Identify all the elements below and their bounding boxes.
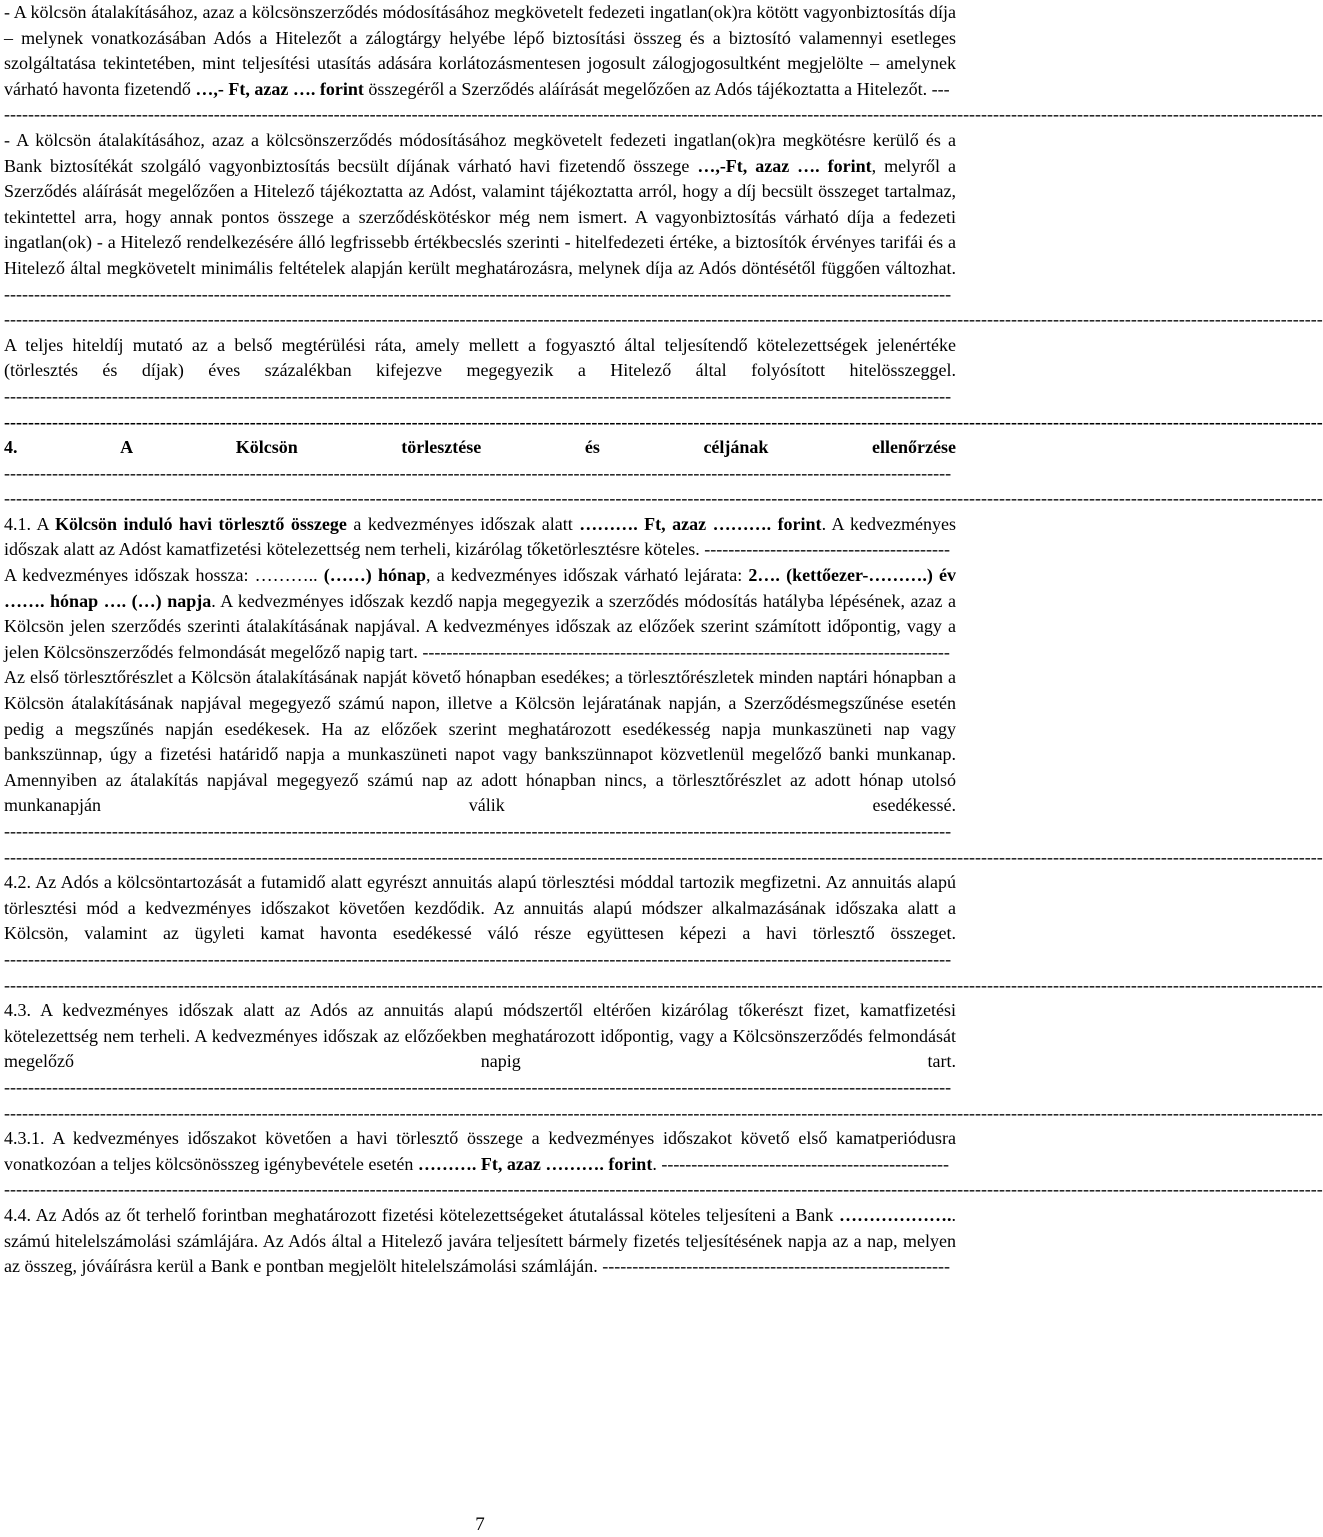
text-run: - A kölcsön átalakításához, azaz a kölcsönszerződés módosításához megkövetelt fedezeti ingatlan(ok)ra kötött vagyonbiztosítás díja – melynek vonatkozásában Adós a Hitelezőt a zálogtárgy helyébe lépő biztosítási összeg és a biztosító valamennyi esetleges szolgáltatása tekintetében, mint teljesítési utasítás adására korlátozásmentesen jogosult zálogjogosultként megjelölte – amelynek várható havonta fizetendő bbox=[4, 2, 956, 99]
paragraph-vagyonbiztositas-becsult-dij bbox=[4, 128, 956, 307]
paragraph-4-3-1 bbox=[4, 1126, 956, 1177]
section-heading-4 bbox=[4, 435, 956, 486]
paragraph-4-2 bbox=[4, 870, 956, 972]
text-run: , a kedvezményes időszak várható lejárata: bbox=[426, 565, 749, 586]
text-run: 4.2. Az Adós a kölcsöntartozását a futamidő alatt egyrészt annuitás alapú törlesztési móddal tartozik megfizetni. Az annuitás alapú törlesztési mód a kedvezményes időszakot követően kezdődik. Az annuitás alapú módszer alkalmazásának időszaka alatt a Kölcsön, valamint az ügyleti kamat havonta esedékessé váló része együttesen képezi a havi törlesztő összeget. bbox=[4, 872, 956, 944]
text-run: . számú hitelelszámolási számlájára. Az Adós által a Hitelező javára teljesített bármely fizetés teljesítésének napja az a nap, melyen az összeg, jóváírásra kerül a Bank e pontban megjelölt hitelelszámolási számláján. bbox=[4, 1204, 956, 1277]
document-page bbox=[4, 0, 1323, 1280]
paragraph-4-3 bbox=[4, 998, 956, 1100]
text-run: 4.1. A bbox=[4, 513, 55, 534]
paragraph-4-1 bbox=[4, 512, 956, 563]
dash-filler: -------------------------------------------------------------------------------------------------------------------------------------------------------------- bbox=[4, 948, 952, 969]
dash-filler: --- bbox=[927, 78, 950, 99]
bold-run: ………………. bbox=[839, 1204, 952, 1225]
dash-line: ---------------------------------------------------------------------------------------------------------------------------------------------------------------------------------------------------------------------------- bbox=[4, 1179, 1323, 1200]
dash-filler: -------------------------------------------------------------------------------------------------------------------------------------------------------------- bbox=[4, 385, 952, 406]
bold-run: (……) hónap bbox=[323, 565, 426, 586]
bold-run: 4. A Kölcsön törlesztése és céljának ellenőrzése bbox=[4, 437, 956, 458]
bold-run: ………. Ft, azaz ………. forint bbox=[417, 1153, 653, 1174]
bold-run: …,- Ft, azaz …. forint bbox=[195, 78, 364, 99]
dash-filler: -------------------------------------------------------------------------------------------------------------------------------------------------------------- bbox=[4, 821, 952, 841]
bold-run: 2…. (kettőezer-……….) év ……. hónap …. (…) napja bbox=[4, 565, 957, 611]
dash-filler: -------------------------------------------------------------------------------------------------------------------------------------------------------------- bbox=[4, 462, 952, 483]
text-run: . A kedvezményes időszak alatt az Adóst kamatfizetési kötelezettség nem terheli, kizárólag tőketörlesztésre köteles. bbox=[4, 513, 956, 560]
dash-filler: ---------------------------------------------------------------------------------------- bbox=[417, 641, 950, 662]
dash-line: ---------------------------------------------------------------------------------------------------------------------------------------------------------------------------------------------------------------------------- bbox=[4, 1102, 1323, 1123]
dash-line: ---------------------------------------------------------------------------------------------------------------------------------------------------------------------------------------------------------------------------- bbox=[4, 104, 1323, 125]
paragraph-teljes-hiteldij-mutato bbox=[4, 333, 956, 410]
paragraph-4-1-esedekesseg bbox=[4, 665, 956, 844]
text-run: Az első törlesztőrészlet a Kölcsön átalakításának napját követő hónapban esedékes; a törlesztőrészletek minden naptári hónapban a Kölcsön átalakításának napjával megegyező számú napon, illetve a Kölcsön lejáratának napján, a Szerződésmegszűnése esetén pedig a megszűnés napján esedékesek. Ha az előzőek szerint meghatározott esedékesség napja munkaszüneti nap vagy bankszünnap, úgy a fizetési határidő napja a munkaszüneti napot vagy bankszünnapot közvetlenül megelőző banki munkanap. Amennyiben az átalakítás napjával megegyező számú nap az adott hónapban nincs, a törlesztőrészlet az adott hónap utolsó munkanapján válik esedékessé. bbox=[4, 667, 956, 816]
paragraph-4-1-kedvezmenyes-idoszak bbox=[4, 563, 956, 665]
bold-run: …,-Ft, azaz …. forint bbox=[697, 155, 872, 176]
text-run: - A kölcsön átalakításához, azaz a kölcsönszerződés módosításához megkövetelt fedezeti ingatlan(ok)ra megkötésre kerülő és a Bank biztosítékát szolgáló vagyonbiztosítás becsült díjának várható havi fizetendő összege bbox=[4, 129, 956, 176]
text-run: összegéről a Szerződés aláírását megelőzően az Adós tájékoztatta a Hitelezőt. bbox=[363, 78, 928, 99]
text-run: , melyről a Szerződés aláírását megelőzően a Hitelező tájékoztatta az Adóst, valamint tájékoztatta arról, hogy a díj becsült összeget tartalmaz, tekintettel arra, hogy annak pontos összege a szerződéskötéskor még nem ismert. A vagyonbiztosítás várható díja a fedezeti ingatlan(ok) - a Hitelező rendelkezésére álló legfrissebb értékbecslés szerinti - hitelfedezeti értéke, a biztosítók érvényes tarifái és a Hitelező által megkövetelt minimális feltételek alapján került meghatározásra, melynek díja az Adós döntésétől függően változhat. bbox=[4, 155, 957, 278]
dash-filler: -------------------------------------------------------------------------------------------------------------------------------------------------------------- bbox=[4, 1076, 952, 1097]
text-run: 4.4. Az Adós az őt terhelő forintban meghatározott fizetési kötelezettségeket átutalással köteles teljesíteni a Bank bbox=[4, 1204, 839, 1225]
text-run: 4.3.1. A kedvezményes időszakot követően a havi törlesztő összege a kedvezményes időszakot követő első kamatperiódusra vonatkozóan a teljes kölcsönösszeg igénybevétele esetén bbox=[4, 1128, 956, 1174]
dash-line-bold: ---------------------------------------------------------------------------------------------------------------------------------------------------------------------------------------------------------------------------- bbox=[4, 411, 1323, 432]
dash-line: ---------------------------------------------------------------------------------------------------------------------------------------------------------------------------------------------------------------------------- bbox=[4, 974, 1323, 995]
text-run: A kedvezményes időszak hossza: ……….. bbox=[4, 565, 324, 586]
paragraph-vagyonbiztositas-dij bbox=[4, 0, 956, 102]
paragraph-4-4 bbox=[4, 1203, 956, 1280]
dash-filler: -------------------------------------------------------------------------------------------------------------------------------------------------------------- bbox=[4, 283, 952, 304]
text-run: . bbox=[652, 1153, 657, 1174]
bold-run: ………. Ft, azaz ………. forint bbox=[579, 513, 822, 534]
dash-filler: ----------------------------------------- bbox=[699, 539, 950, 560]
text-run: 4.3. A kedvezményes időszak alatt az Adós az annuitás alapú módszertől eltérően kizárólag tőkerészt fizet, kamatfizetési kötelezettség nem terheli. A kedvezményes időszak az előzőekben meghatározott időpontig, vagy a Kölcsönszerződés felmondását megelőző napig tart. bbox=[4, 1000, 956, 1072]
dash-line: ---------------------------------------------------------------------------------------------------------------------------------------------------------------------------------------------------------------------------- bbox=[4, 846, 1323, 867]
dash-filler: ------------------------------------------------ bbox=[656, 1153, 950, 1174]
dash-filler: ---------------------------------------------------------- bbox=[597, 1256, 950, 1277]
dash-line: ---------------------------------------------------------------------------------------------------------------------------------------------------------------------------------------------------------------------------- bbox=[4, 488, 1323, 509]
text-run: . A kedvezményes időszak kezdő napja megegyezik a szerződés módosítás hatályba lépésének, azaz a Kölcsön jelen szerződés szerinti átalakításának napjával. A kedvezményes időszak az előzőek szerint számított időpontig, vagy a jelen Kölcsönszerződés felmondását megelőző napig tart. bbox=[4, 590, 956, 662]
text-run: a kedvezményes időszak alatt bbox=[346, 513, 580, 534]
dash-line: ---------------------------------------------------------------------------------------------------------------------------------------------------------------------------------------------------------------------------- bbox=[4, 309, 1323, 330]
page-number: 7 bbox=[475, 1514, 485, 1535]
bold-run: Kölcsön induló havi törlesztő összege bbox=[54, 513, 347, 534]
text-run: A teljes hiteldíj mutató az a belső megtérülési ráta, amely mellett a fogyasztó által teljesítendő kötelezettségek jelenértéke (törlesztés és díjak) éves százalékban kifejezve megegyezik a Hitelező által folyósított hitelösszeggel. bbox=[4, 334, 956, 381]
